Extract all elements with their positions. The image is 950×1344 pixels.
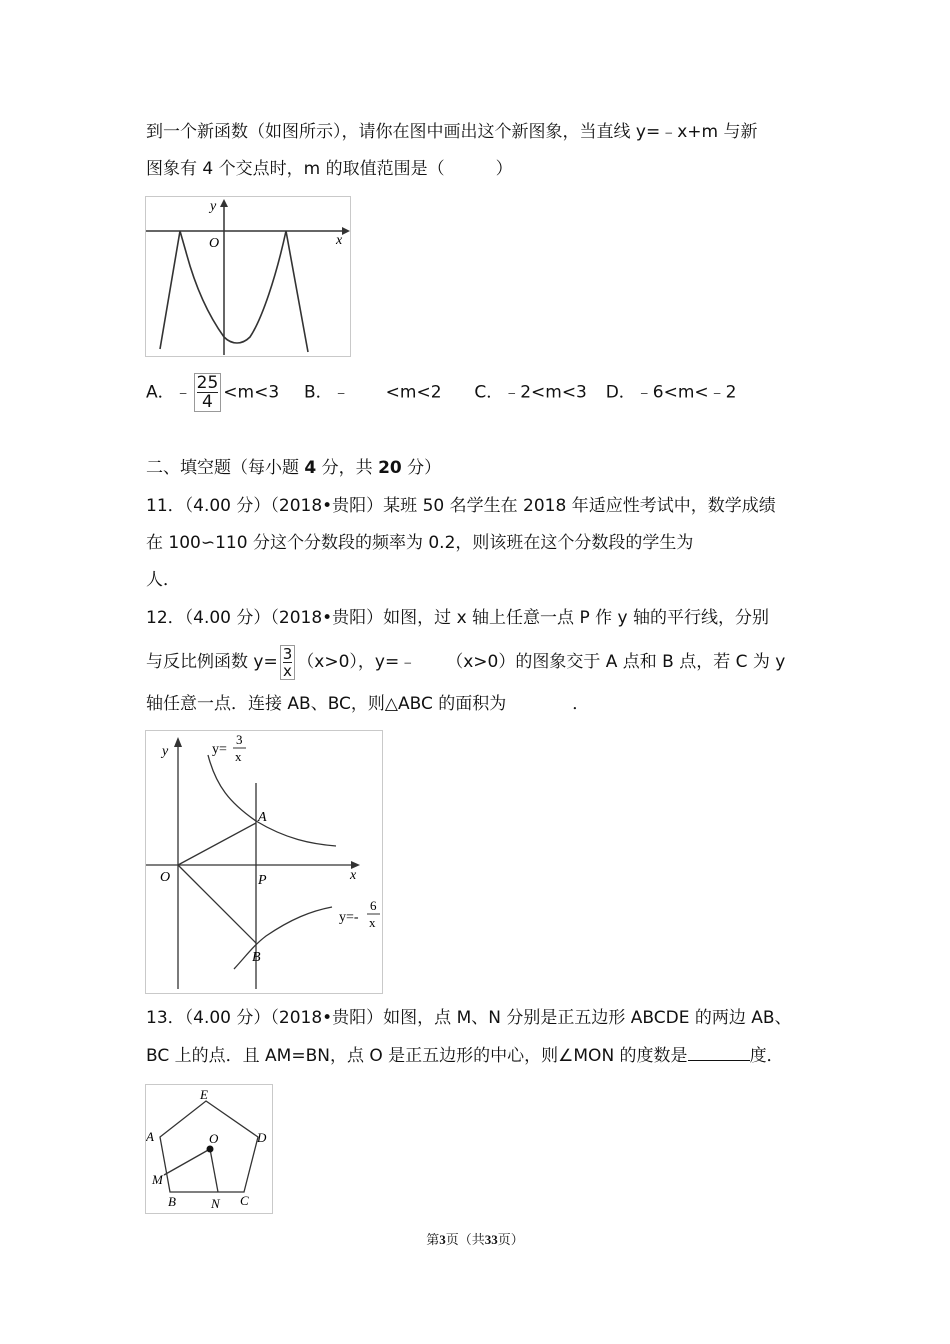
q12-figure [145, 730, 383, 994]
pentagon-c-label: C [240, 1193, 249, 1208]
option-d: D．﹣6<m<﹣2 [605, 382, 737, 403]
current-page: 3 [439, 1232, 446, 1247]
page-footer: 第3页（共33页） [426, 1232, 524, 1247]
pentagon-d-label: D [257, 1130, 267, 1145]
pentagon-n-label: N [211, 1196, 220, 1211]
q11-line-2: 在 100∽110 分这个分数段的频率为 0.2，则该班在这个分数段的学生为 [146, 533, 694, 553]
q12-line-3: 轴任意一点．连接 AB、BC，则△ABC 的面积为 ． [146, 694, 590, 714]
option-b-prefix: B．﹣ [303, 382, 350, 403]
q12-formula-2 [339, 898, 380, 930]
q13-answer-blank [688, 1044, 750, 1061]
option-c: C．﹣2<m<3 [474, 382, 587, 403]
q10-y-label: y [210, 199, 217, 214]
svg-text:3: 3 [236, 732, 243, 747]
q11-line-1: 11．（4.00 分）（2018•贵阳）某班 50 名学生在 2018 年适应性考试中，数学成绩 [146, 496, 776, 516]
q13-line-2: BC 上的点．且 AM=BN，点 O 是正五边形的中心，则∠MON 的度数是 度． [146, 1046, 784, 1066]
pentagon-b-label: B [168, 1194, 176, 1209]
option-a-prefix: A．﹣ [146, 382, 192, 403]
pentagon-a-label: A [146, 1129, 154, 1144]
q10-x-label: x [336, 233, 343, 248]
q12-b-label: B [252, 950, 261, 965]
svg-text:y=-: y=- [339, 910, 359, 925]
q10-figure [145, 196, 351, 357]
q12-a-label: A [258, 810, 267, 825]
q12-y-label: y [162, 744, 169, 759]
total-pages: 33 [484, 1232, 498, 1247]
q12-x-label: x [350, 868, 357, 883]
q10-line-2: 图象有 4 个交点时，m 的取值范围是（ ） [146, 159, 513, 179]
q13-line-1: 13．（4.00 分）（2018•贵阳）如图，点 M、N 分别是正五边形 ABCDE 的两边 AB、 [146, 1008, 792, 1028]
q12-fraction: $\frac{3}{x}$ [280, 645, 296, 680]
q10-line-1: 到一个新函数（如图所示），请你在图中画出这个新图象，当直线 y=﹣x+m 与新 [146, 122, 758, 142]
option-b-suffix: <m<2 [385, 382, 442, 403]
q10-options [146, 373, 736, 412]
option-a-fraction: $\frac{25}{4}$ [194, 373, 222, 412]
pentagon-e-label: E [200, 1087, 208, 1102]
pentagon-m-label: M [152, 1172, 163, 1187]
section-2-title: 二、填空题（每小题 4 分，共 20 分） [146, 458, 442, 478]
q12-origin-label: O [160, 870, 171, 885]
option-a-suffix: <m<3 [223, 382, 280, 403]
q10-origin-label: O [209, 236, 220, 251]
q12-line-1: 12．（4.00 分）（2018•贵阳）如图，过 x 轴上任意一点 P 作 y 轴的平行线，分别 [146, 608, 769, 628]
q13-pentagon [146, 1085, 272, 1213]
q10-graph [146, 197, 350, 356]
svg-text:x: x [369, 915, 376, 930]
svg-text:6: 6 [370, 898, 377, 913]
q12-line-2: 与反比例函数 y= $\frac{3}{x}$ （x>0），y=﹣ （x>0）的图象交于 A 点和 B 点，若 C 为 y [146, 644, 786, 680]
q13-figure [145, 1084, 273, 1214]
pentagon-o-label: O [209, 1131, 219, 1146]
q12-graph [146, 731, 382, 993]
q12-formula-1 [212, 732, 246, 764]
svg-text:x: x [235, 749, 242, 764]
svg-text:y=: y= [212, 742, 227, 757]
q12-p-label: P [258, 873, 267, 888]
q11-line-3: 人． [146, 570, 180, 590]
